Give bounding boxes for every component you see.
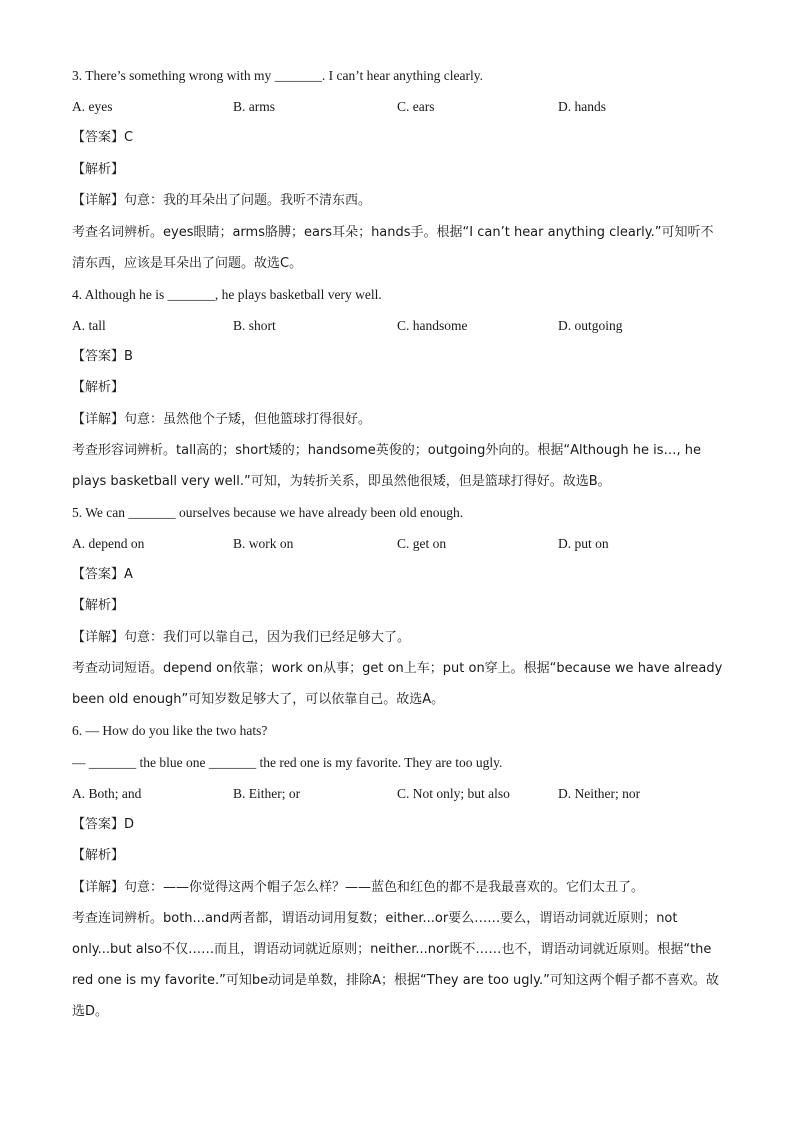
question-3-detail: 【详解】句意：我的耳朵出了问题。我听不清东西。 xyxy=(72,193,372,208)
question-6-stem-response: — _______ the blue one _______ the red one is my favorite. They are too ugly. xyxy=(72,755,503,770)
question-5-answer: 【答案】A xyxy=(72,567,133,582)
question-3-answer: 【答案】C xyxy=(72,130,134,145)
question-3-option-d: D. hands xyxy=(558,99,606,114)
question-5-option-b: B. work on xyxy=(233,536,294,551)
question-4-option-d: D. outgoing xyxy=(558,318,623,333)
question-6-stem: 6. — How do you like the two hats? xyxy=(72,723,268,738)
question-5-explanation: 考查动词短语。depend on依靠；work on从事；get on上车；put on穿上。根据“because we have already been old enough”可知岁数足够大了，可以依靠自己。故选A。 xyxy=(72,661,723,707)
question-4-answer: 【答案】B xyxy=(72,349,133,364)
question-3-option-c: C. ears xyxy=(397,99,435,114)
question-6-option-c: C. Not only; but also xyxy=(397,786,510,801)
question-5-detail: 【详解】句意：我们可以靠自己，因为我们已经足够大了。 xyxy=(72,630,411,645)
question-6-option-a: A. Both; and xyxy=(72,786,142,801)
question-4-explanation: 考查形容词辨析。tall高的；short矮的；handsome英俊的；outgoing外向的。根据“Although he is…, he plays basketball very well.”可知，为转折关系，即虽然他很矮，但是篮球打得好。故选B。 xyxy=(72,443,702,489)
question-6-option-b: B. Either; or xyxy=(233,786,301,801)
question-5-analysis-label: 【解析】 xyxy=(72,598,125,613)
question-4-option-a: A. tall xyxy=(72,318,106,333)
question-4-option-b: B. short xyxy=(233,318,276,333)
question-6-explanation: 考查连词辨析。both...and两者都，谓语动词用复数；either...or要么……要么，谓语动词就近原则；not only...but also不仅……而且，谓语动词就近原则；neither...nor既不……也不，谓语动词就近原则。根据“the red one is my favorite.”可知be动词是单数，排除A；根据“They are too ugly.”可知这两个帽子都不喜欢。故选D。 xyxy=(72,911,719,1019)
question-3-explanation: 考查名词辨析。eyes眼睛；arms胳膊；ears耳朵；hands手。根据“I can’t hear anything clearly.”可知听不清东西，应该是耳朵出了问题。故选C。 xyxy=(72,225,714,271)
question-5-option-a: A. depend on xyxy=(72,536,145,551)
question-5-stem: 5. We can _______ ourselves because we have already been old enough. xyxy=(72,505,464,520)
question-5-option-d: D. put on xyxy=(558,536,609,551)
question-6-answer: 【答案】D xyxy=(72,817,135,832)
question-4-detail: 【详解】句意：虽然他个子矮，但他篮球打得很好。 xyxy=(72,412,372,427)
question-3-stem: 3. There’s something wrong with my _______. I can’t hear anything clearly. xyxy=(72,68,484,83)
question-6-option-d: D. Neither; nor xyxy=(558,786,641,801)
question-5-option-c: C. get on xyxy=(397,536,447,551)
question-6-detail: 【详解】句意：——你觉得这两个帽子怎么样？——蓝色和红色的都不是我最喜欢的。它们太丑了。 xyxy=(72,880,645,895)
question-6-analysis-label: 【解析】 xyxy=(72,848,125,863)
question-4-option-c: C. handsome xyxy=(397,318,468,333)
question-3-option-b: B. arms xyxy=(233,99,275,114)
question-3-option-a: A. eyes xyxy=(72,99,113,114)
question-4-stem: 4. Although he is _______, he plays basketball very well. xyxy=(72,287,382,302)
question-4-analysis-label: 【解析】 xyxy=(72,380,125,395)
question-3-analysis-label: 【解析】 xyxy=(72,162,125,177)
